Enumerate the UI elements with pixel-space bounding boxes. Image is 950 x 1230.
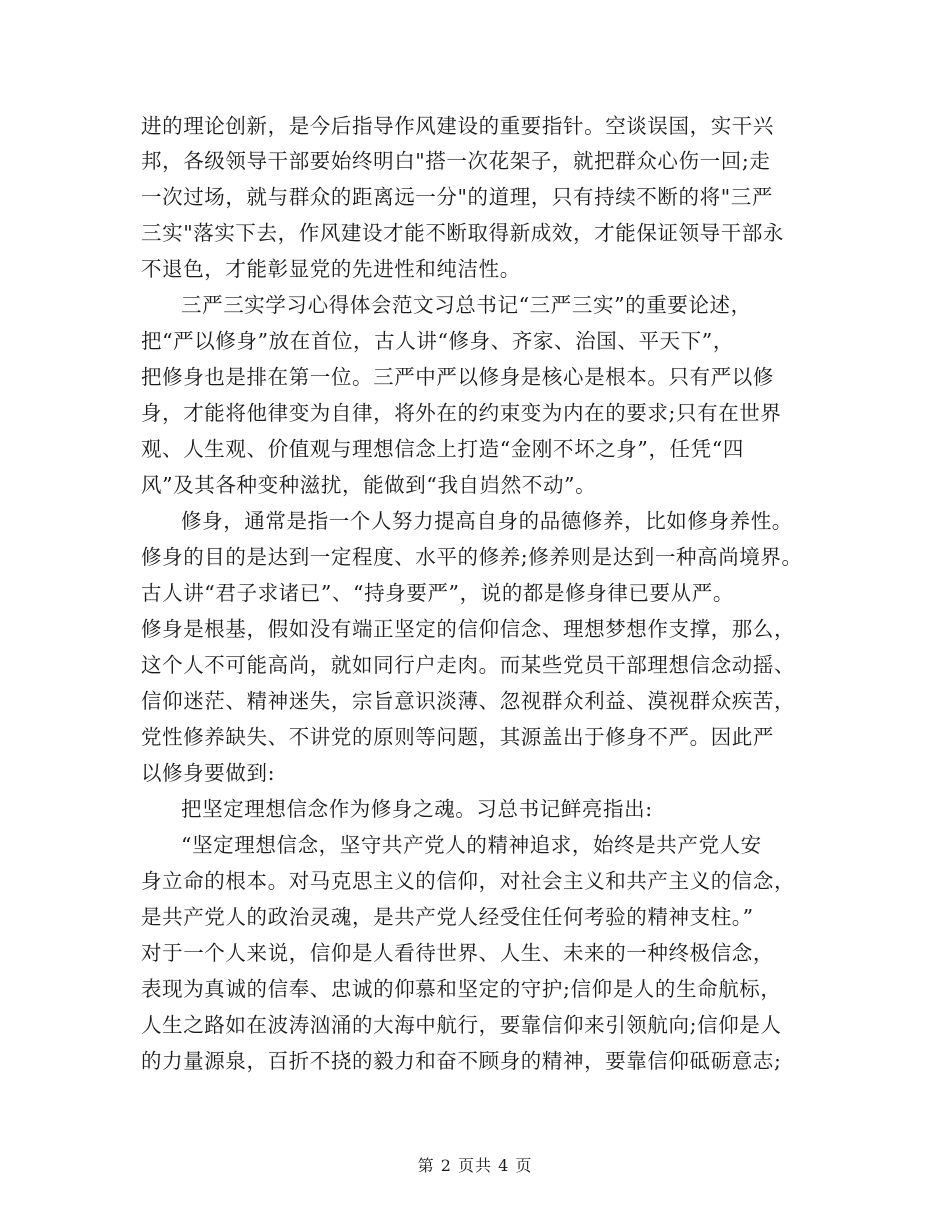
text-line: 这个人不可能高尚，就如同行户走肉。而某些党员干部理想信念动摇、 [141,653,796,677]
text-line: 进的理论创新，是今后指导作风建设的重要指针。空谈误国，实干兴 [141,114,774,138]
text-line: 不退色，才能彰显党的先进性和纯洁性。 [141,257,521,281]
text-line: 把“严以修身”放在首位，古人讲“修身、齐家、治国、平天下”， [141,329,734,353]
text-line: 把修身也是排在第一位。三严中严以修身是核心是根本。只有严以修 [141,365,774,389]
text-line: 三严三实学习心得体会范文习总书记“三严三实”的重要论述， [181,293,752,317]
text-line: 的力量源泉，百折不挠的毅力和奋不顾身的精神，要靠信仰砥砺意志; [141,1049,782,1073]
page-number-footer: 第 2 页共 4 页 [417,1156,533,1175]
text-line: 以修身要做到: [141,761,276,785]
text-line: 信仰迷茫、精神迷失，宗旨意识淡薄、忽视群众利益、漠视群众疾苦， [141,689,796,713]
text-line: 对于一个人来说，信仰是人看待世界、人生、未来的一种终极信念， [141,941,774,965]
text-line: 人生之路如在波涛汹涌的大海中航行，要靠信仰来引领航向;信仰是人 [141,1013,782,1037]
text-line: 是共产党人的政治灵魂，是共产党人经受住任何考验的精神支柱。” [141,905,754,929]
text-line: 身，才能将他律变为自律，将外在的约束变为内在的要求;只有在世界 [141,401,782,425]
text-line: 修身的目的是达到一定程度、水平的修养;修养则是达到一种高尚境界。 [141,545,803,569]
text-line: 观、人生观、价值观与理想信念上打造“金刚不坏之身”，任凭“四 [141,437,744,461]
text-line: 一次过场，就与群众的距离远一分"的道理，只有持续不断的将"三严 [141,185,773,209]
text-line: “坚定理想信念，坚守共产党人的精神追求，始终是共产党人安 [181,833,762,857]
text-line: 党性修养缺失、不讲党的原则等问题，其源盖出于修身不严。因此严 [141,725,774,749]
text-line: 古人讲“君子求诸已”、“持身要严”，说的都是修身律已要从严。 [141,581,734,605]
text-line: 三实"落实下去，作风建设才能不断取得新成效，才能保证领导干部永 [141,221,785,245]
text-line: 修身，通常是指一个人努力提高自身的品德修养，比如修身养性。 [181,509,793,533]
text-line: 修身是根基，假如没有端正坚定的信仰信念、理想梦想作支撑，那么， [141,617,796,641]
text-line: 表现为真诚的信奉、忠诚的仰慕和坚定的守护;信仰是人的生命航标， [141,977,782,1001]
text-line: 身立命的根本。对马克思主义的信仰，对社会主义和共产主义的信念， [141,869,796,893]
text-line: 把坚定理想信念作为修身之魂。习总书记鲜亮指出: [181,797,653,821]
text-line: 风”及其各种变种滋扰，能做到“我自岿然不动”。 [141,473,597,497]
text-line: 邦，各级领导干部要始终明白"搭一次花架子，就把群众心伤一回;走 [141,149,771,173]
